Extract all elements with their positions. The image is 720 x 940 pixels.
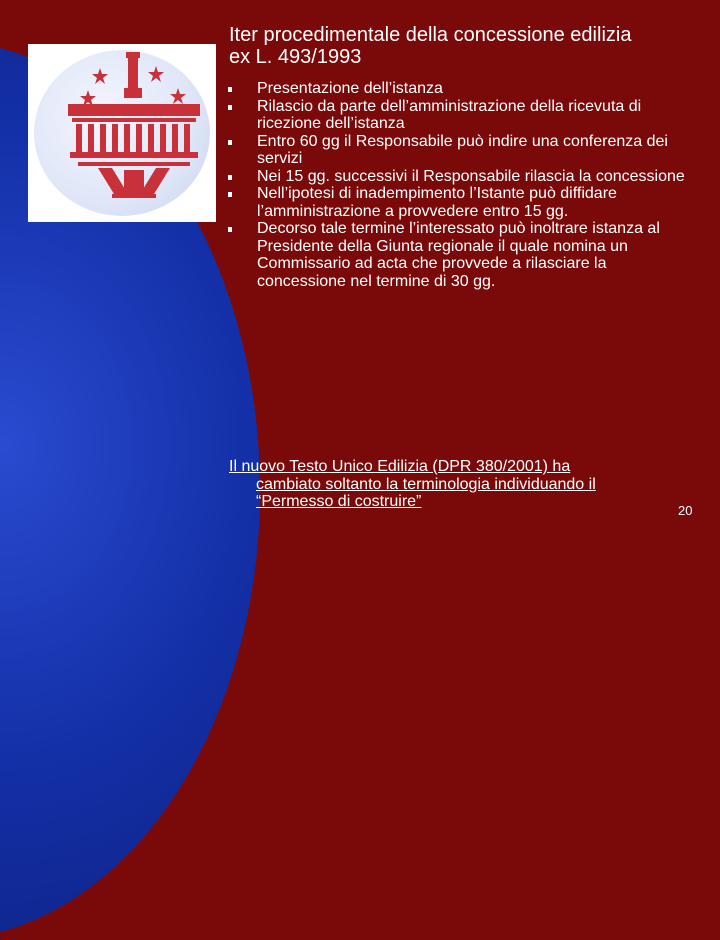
list-item bbox=[228, 80, 698, 98]
square-bullet-icon bbox=[228, 175, 232, 180]
bullet-text: Entro 60 gg il Responsabile può indire una conferenza dei servizi bbox=[257, 132, 668, 167]
campidoglio-logo-icon bbox=[28, 44, 216, 222]
bullet-text: Rilascio da parte dell’amministrazione della ricevuta di ricezione dell’istanza bbox=[257, 97, 642, 132]
list-item bbox=[228, 98, 698, 133]
footnote-line: cambiato soltanto la terminologia individuando il bbox=[256, 475, 596, 493]
campidoglio-building-icon bbox=[28, 44, 216, 222]
square-bullet-icon bbox=[228, 105, 232, 110]
page-number: 20 bbox=[678, 503, 693, 518]
bullet-text: Presentazione dell’istanza bbox=[257, 80, 443, 97]
slide-title: Iter procedimentale della concessione edilizia ex L. 493/1993 bbox=[229, 24, 632, 68]
square-bullet-icon bbox=[228, 227, 232, 232]
list-item bbox=[228, 185, 698, 220]
list-item bbox=[228, 220, 698, 290]
square-bullet-icon bbox=[228, 192, 232, 197]
square-bullet-icon bbox=[228, 140, 232, 145]
list-item bbox=[228, 168, 698, 186]
bullet-list bbox=[228, 80, 698, 290]
footnote-line: “Permesso di costruire” bbox=[256, 493, 422, 510]
bullet-text: Nell’ipotesi di inadempimento l’Istante può diffidare l’amministrazione a provvedere entro 15 gg. bbox=[257, 185, 617, 220]
list-item bbox=[228, 133, 698, 168]
square-bullet-icon bbox=[228, 87, 232, 92]
footnote-line: Il nuovo Testo Unico Edilizia (DPR 380/2001) ha bbox=[229, 458, 571, 475]
footnote-text bbox=[229, 458, 699, 511]
bullet-text: Nei 15 gg. successivi il Responsabile rilascia la concessione bbox=[257, 167, 685, 185]
bullet-text: Decorso tale termine l’interessato può inoltrare istanza al Presidente della Giunta regionale il quale nomina un Commissario ad acta che provvede a rilasciare la concessione nel termine di 30 gg. bbox=[257, 220, 660, 290]
